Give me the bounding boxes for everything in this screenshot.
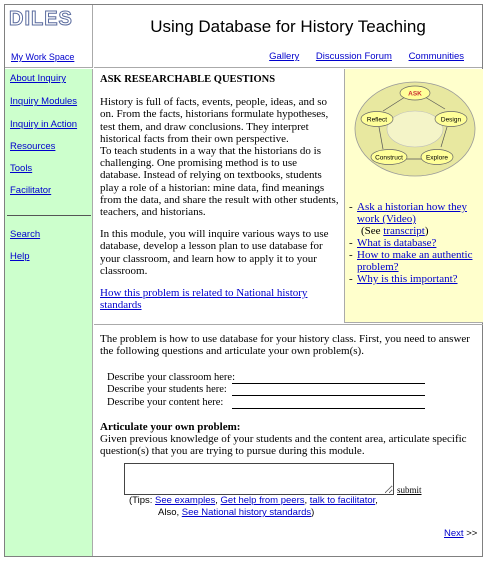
intro-p1b: To teach students in a way that the historians do is challenging. One promising method is to use database. Instead of relying on textbooks, students play a role of a historian: mine data, find meanings from the data, and share the result with other students, teachers, and historians. [100,145,339,219]
top-nav [255,51,464,62]
help-from-peers-link[interactable]: Get help from peers [220,495,305,506]
sidebar-item-inquiry-modules[interactable]: Inquiry Modules [10,96,78,107]
intro-paragraph-2: In this module, you will inquire various ways to use database, develop a lesson plan to use database for your classroom, and learn how to apply it to your classroom. [100,228,329,277]
communities-link[interactable]: Communities [408,51,464,62]
my-work-space-link[interactable]: My Work Space [11,52,75,62]
problem-answer-textarea[interactable] [124,463,394,495]
sidebar-about-link[interactable]: About [10,73,38,84]
node-reflect-label: Reflect [366,116,388,124]
page-title: Using Database for History Teaching [150,17,426,36]
sidebar-item-search[interactable]: Search [10,229,41,240]
next-link[interactable]: Next [444,528,464,539]
intro-p1: History is full of facts, events, people, ideas, and so on. From the facts, historians formulate hypotheses, test them, and draw conclusions. They interpret historical facts from their own perspective. [100,96,329,145]
discussion-forum-link[interactable]: Discussion Forum [315,51,392,62]
section-divider [94,324,483,325]
what-is-database-link[interactable]: What is database? [357,237,437,249]
submit-link[interactable]: submit [397,485,422,495]
articulate-section [100,421,472,458]
logo-cell [5,5,93,68]
node-design-label: Design [440,116,462,124]
tips-line: (Tips: See examples, Get help from peers, talk to facilitator, [129,495,378,506]
students-label: Describe your students here: [107,384,227,395]
sidebar-inquiry-link[interactable]: Inquiry [37,73,66,84]
sidebar-item-about-inquiry [10,73,66,84]
node-ask-label: ASK [408,90,422,98]
sidebar-item-resources[interactable]: Resources [10,141,56,152]
why-important-link[interactable]: Why is this important? [357,273,458,285]
transcript-note: (See transcript) [361,225,429,237]
transcript-link[interactable]: transcript [383,225,425,237]
resource-panel [344,69,483,323]
articulate-text: Given previous knowledge of your students and the content area, articulate specific question(s) that you are trying to pursue during this module. [100,433,467,458]
see-national-standards-link[interactable]: See National history standards [181,507,312,518]
diagram-center [387,111,443,147]
next-arrows: >> [466,528,478,539]
gallery-link[interactable]: Gallery [269,51,300,62]
node-explore-label: Explore [425,154,449,162]
sidebar-item-facilitator[interactable]: Facilitator [10,185,52,196]
sidebar-item-help[interactable]: Help [10,251,30,262]
intro-paragraph-1 [100,96,340,218]
resource-list [349,201,481,285]
intro-section [100,74,340,311]
articulate-heading: Articulate your own problem: [100,421,241,433]
list-item: - Why is this important? [349,273,458,285]
node-construct-label: Construct [375,154,403,162]
content-label: Describe your content here: [107,397,224,408]
problem-text: The problem is how to use database for your history class. First, you need to answer the following questions and articulate your own problem(s). [100,333,470,358]
sidebar [5,69,93,556]
classroom-input-line[interactable] [232,383,425,384]
inquiry-cycle-diagram [353,79,477,179]
list-item: - Ask a historian how they work (Video) (See transcript) [349,201,467,237]
national-standards-link[interactable]: How this problem is related to National history standards [100,287,308,312]
ask-historian-video-link[interactable]: Ask a historian how they work (Video) [357,201,467,225]
section-heading: ASK RESEARCHABLE QUESTIONS [100,74,276,85]
next-nav [444,528,477,539]
authentic-problem-link[interactable]: How to make an authentic problem? [357,249,473,273]
talk-to-facilitator-link[interactable]: talk to facilitator [309,495,376,506]
classroom-label: Describe your classroom here: [107,372,235,383]
sidebar-item-inquiry-in-action[interactable]: Inquiry in Action [10,119,78,130]
header [94,5,482,68]
list-item: - How to make an authentic problem? [349,249,473,273]
content-input-line[interactable] [232,408,425,409]
students-input-line[interactable] [232,395,425,396]
diles-logo: DILES [9,8,73,30]
sidebar-divider [7,215,91,216]
sidebar-item-tools[interactable]: Tools [10,163,33,174]
list-item: - What is database? [349,237,437,249]
see-examples-link[interactable]: See examples [155,495,216,506]
tips-line-2: Also, See National history standards) [158,507,315,518]
